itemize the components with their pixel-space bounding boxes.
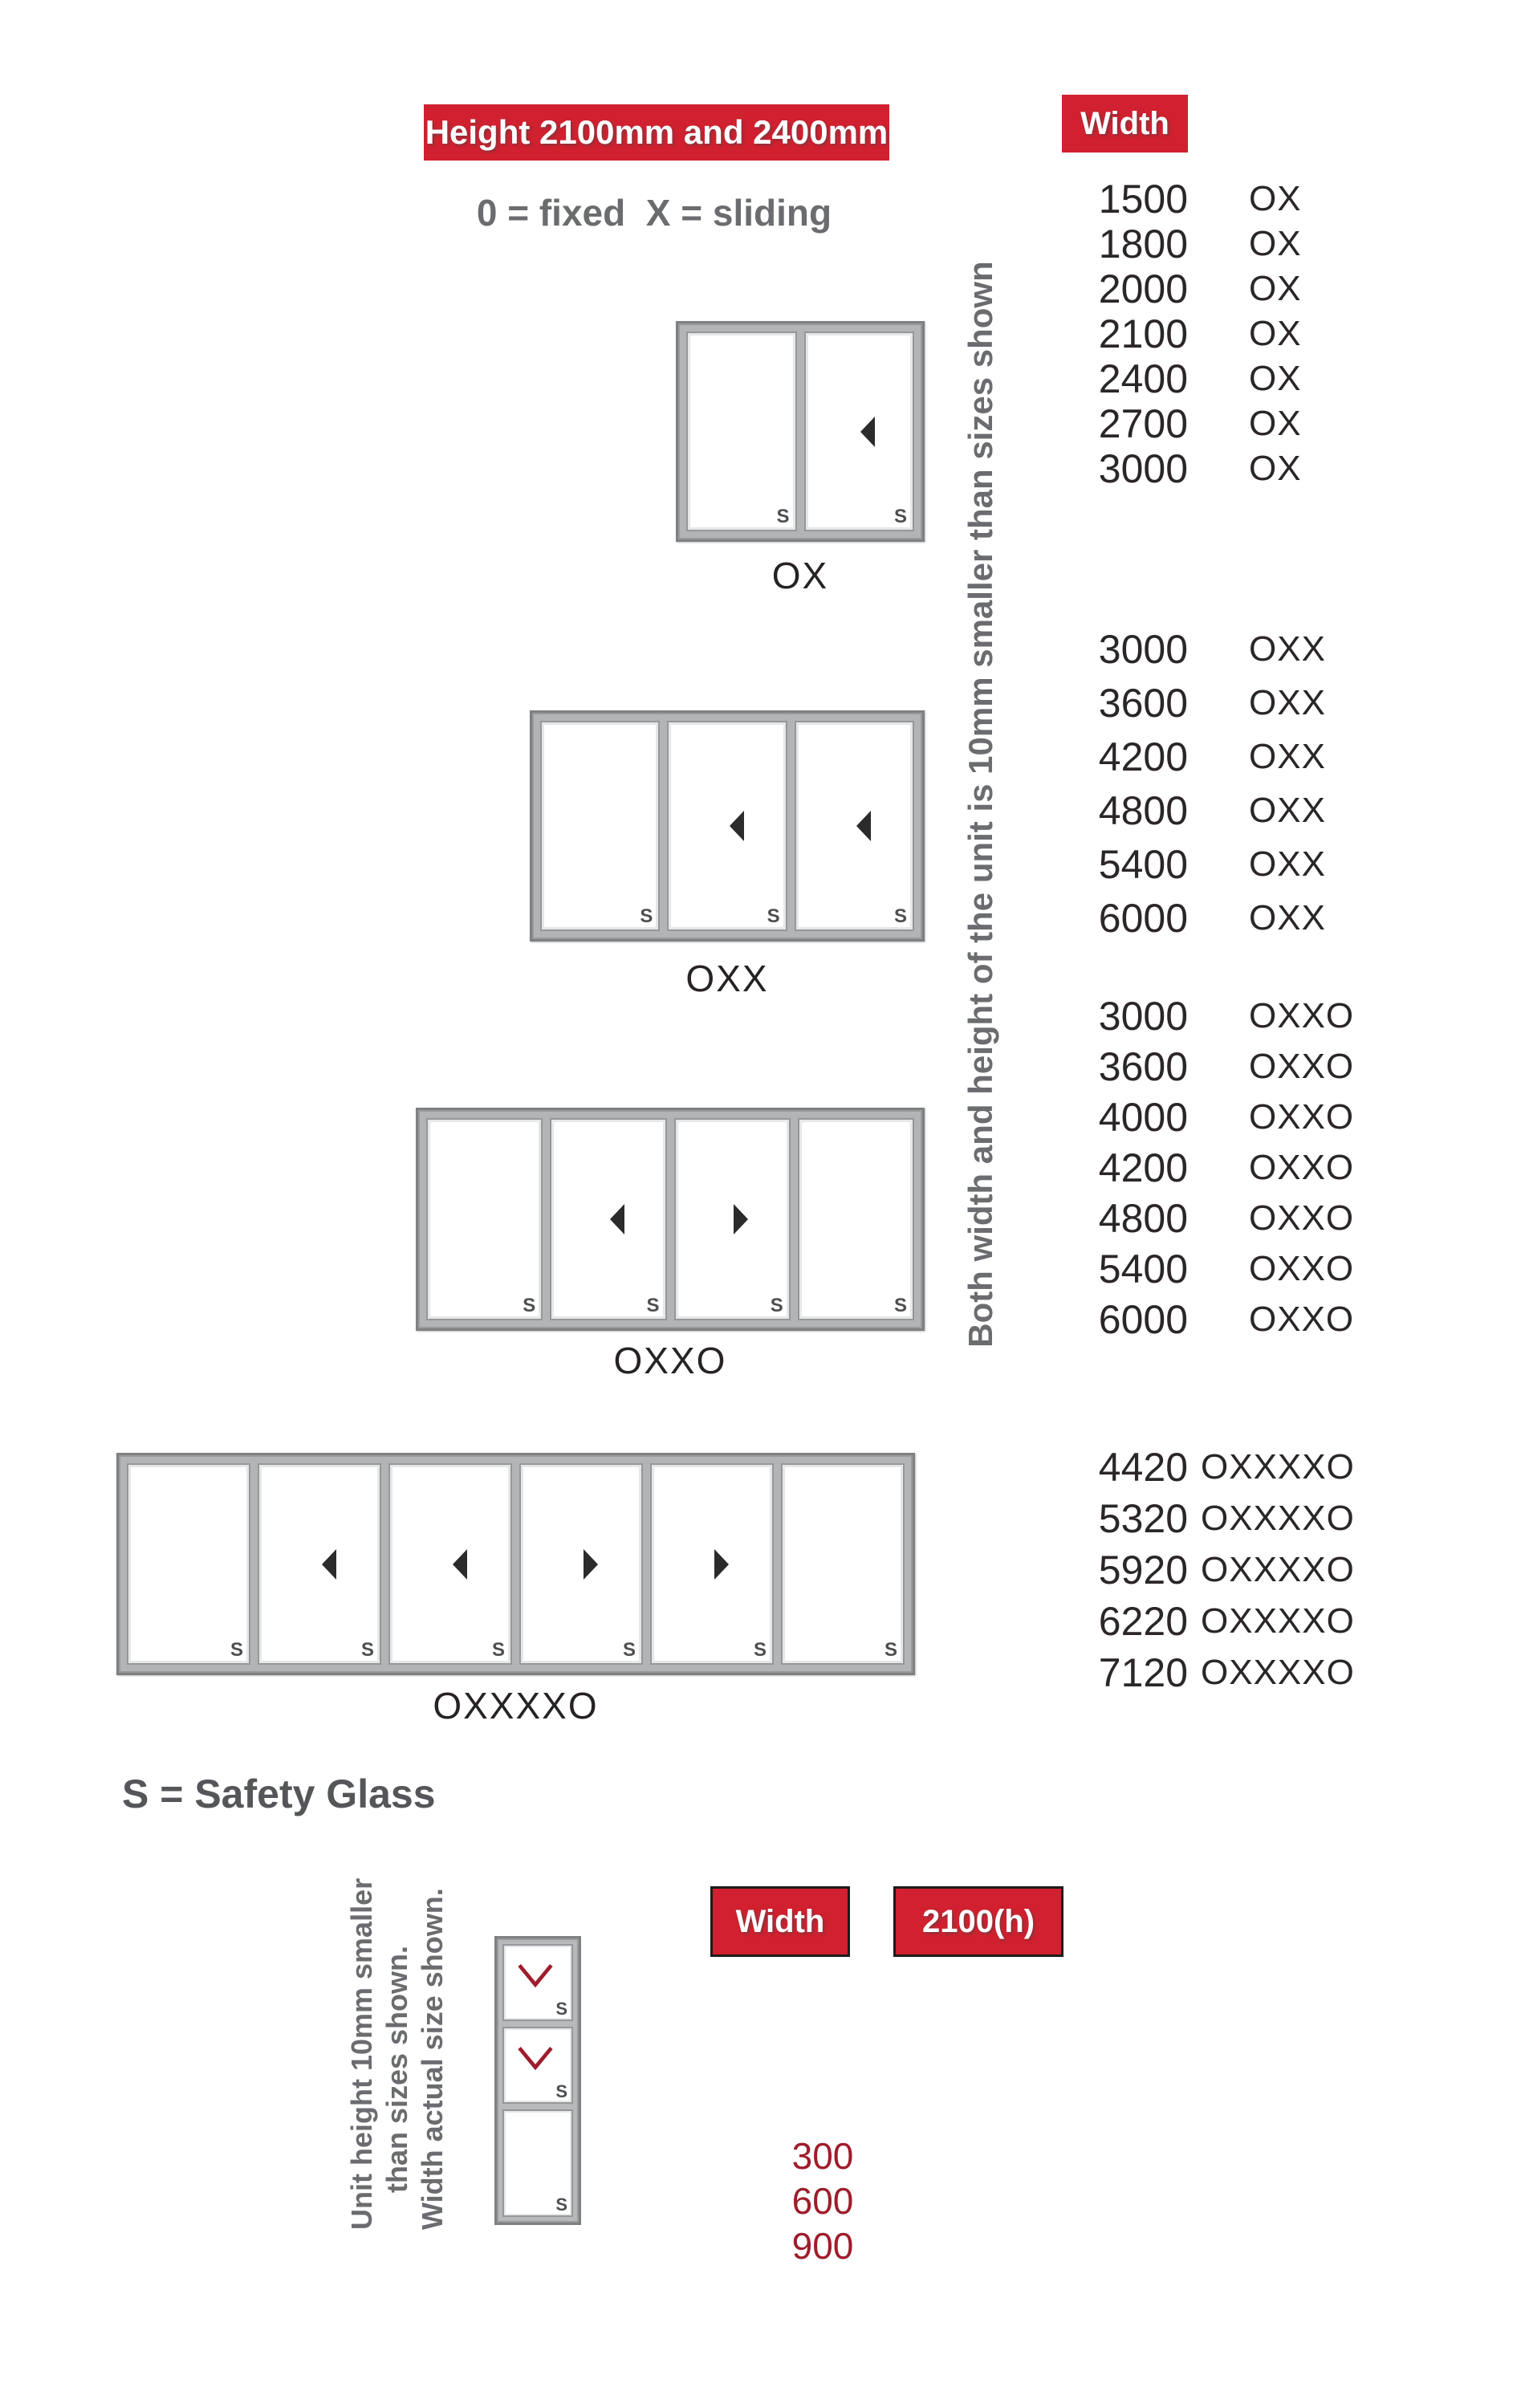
size-row bbox=[1076, 1493, 1355, 1544]
size-row bbox=[1076, 783, 1326, 837]
vent-chevron-icon bbox=[517, 1963, 554, 1988]
config-code: OXXO bbox=[1249, 1147, 1355, 1187]
safety-glass-mark: S bbox=[893, 1295, 907, 1316]
vent-panel bbox=[502, 2027, 573, 2104]
window-panel-slide-left bbox=[388, 1463, 512, 1665]
window-panel-slide-left bbox=[667, 721, 787, 931]
width-value: 1800 bbox=[1098, 222, 1188, 266]
diagram-label-ox: OX bbox=[771, 555, 829, 596]
window-panel-fixed bbox=[127, 1463, 250, 1665]
safety-glass-mark: S bbox=[753, 1639, 767, 1661]
bottom-note-line: Unit height 10mm smaller bbox=[345, 1877, 378, 2230]
config-code: OXX bbox=[1249, 844, 1326, 884]
window-panel-fixed bbox=[798, 1118, 914, 1320]
safety-glass-mark: S bbox=[230, 1639, 243, 1661]
config-code: OXXXXO bbox=[1201, 1499, 1355, 1538]
window-panel-slide-right bbox=[650, 1463, 774, 1665]
safety-glass-mark: S bbox=[523, 1295, 536, 1316]
size-row bbox=[1076, 990, 1354, 1041]
width-value: 5400 bbox=[1098, 841, 1188, 887]
bottom-note-line: Width actual size shown. bbox=[416, 1888, 449, 2230]
window-panel-slide-left bbox=[258, 1463, 381, 1665]
size-row bbox=[1076, 1092, 1354, 1142]
safety-glass-mark: S bbox=[555, 1999, 567, 2019]
size-row bbox=[1076, 311, 1302, 356]
safety-glass-mark: S bbox=[360, 1639, 374, 1661]
size-tolerance-note-vertical: Both width and height of the unit is 10mm smaller than sizes shown bbox=[962, 261, 999, 1348]
vent-width-value: 900 bbox=[791, 2225, 854, 2267]
width-value: 4800 bbox=[1098, 787, 1188, 833]
config-code: OXX bbox=[1249, 897, 1326, 938]
size-row bbox=[1076, 1294, 1354, 1344]
window-diagram-ox bbox=[676, 321, 925, 542]
window-panel-fixed bbox=[781, 1463, 905, 1665]
fixed-sliding-legend: 0 = fixed X = sliding bbox=[476, 192, 832, 234]
width-value: 4200 bbox=[1098, 1145, 1188, 1190]
slide-left-arrow-icon bbox=[453, 1549, 467, 1580]
vent-chevron-icon bbox=[517, 2045, 554, 2071]
safety-glass-mark: S bbox=[640, 905, 653, 927]
slide-left-arrow-icon bbox=[860, 417, 875, 447]
config-code: OXX bbox=[1249, 790, 1326, 830]
config-code: OX bbox=[1249, 359, 1302, 398]
width-value: 3000 bbox=[1098, 626, 1188, 672]
safety-glass-legend: S = Safety Glass bbox=[122, 1771, 436, 1816]
size-row bbox=[1076, 401, 1302, 446]
config-code: OXXO bbox=[1249, 1299, 1355, 1339]
config-code: OXX bbox=[1249, 682, 1326, 722]
width-value: 5920 bbox=[1098, 1548, 1188, 1592]
bottom-size-note-vertical bbox=[344, 1877, 450, 2230]
window-panel-slide-left bbox=[550, 1118, 666, 1320]
width-list-oxx bbox=[1076, 622, 1326, 945]
fixed-panel bbox=[502, 2109, 573, 2217]
width-value: 5320 bbox=[1098, 1496, 1188, 1541]
safety-glass-mark: S bbox=[893, 905, 907, 927]
vent-width-value: 600 bbox=[791, 2180, 854, 2222]
size-row bbox=[1076, 622, 1326, 676]
window-panel-fixed bbox=[426, 1118, 543, 1320]
width-value: 4800 bbox=[1098, 1195, 1188, 1241]
safety-glass-mark: S bbox=[776, 506, 790, 527]
config-code: OX bbox=[1249, 449, 1302, 488]
size-row bbox=[1076, 446, 1302, 491]
safety-glass-mark: S bbox=[770, 1295, 783, 1316]
size-row bbox=[1076, 1041, 1354, 1092]
size-row bbox=[1076, 1243, 1354, 1294]
width-value: 2400 bbox=[1098, 356, 1188, 401]
safety-glass-mark: S bbox=[491, 1639, 505, 1661]
width-list-oxxo bbox=[1076, 990, 1354, 1344]
config-code: OXX bbox=[1249, 628, 1326, 669]
config-code: OX bbox=[1249, 179, 1302, 218]
width-value: 4000 bbox=[1098, 1094, 1188, 1140]
config-code: OXXO bbox=[1249, 1046, 1355, 1086]
vent-width-list bbox=[771, 2133, 875, 2268]
size-row bbox=[1076, 891, 1326, 945]
width-value: 3000 bbox=[1098, 993, 1188, 1039]
size-row bbox=[1076, 730, 1326, 783]
size-row bbox=[1076, 676, 1326, 730]
size-row bbox=[1076, 1142, 1354, 1193]
width-value: 3000 bbox=[1098, 446, 1188, 491]
height-range-banner: Height 2100mm and 2400mm bbox=[424, 104, 889, 161]
width-list-oxxxxo bbox=[1076, 1442, 1355, 1698]
stacked-vent-window-diagram bbox=[494, 1936, 581, 2225]
window-panel-fixed bbox=[540, 721, 660, 931]
safety-glass-mark: S bbox=[646, 1295, 660, 1316]
config-code: OX bbox=[1249, 269, 1302, 308]
width-value: 5400 bbox=[1098, 1246, 1188, 1291]
config-code: OXXO bbox=[1249, 1096, 1355, 1137]
config-code: OXXO bbox=[1249, 1248, 1355, 1288]
width-value: 2000 bbox=[1098, 266, 1188, 311]
width-value: 4420 bbox=[1098, 1445, 1188, 1490]
slide-right-arrow-icon bbox=[734, 1204, 748, 1235]
size-row bbox=[1076, 1544, 1355, 1596]
config-code: OXXXXO bbox=[1201, 1653, 1355, 1692]
diagram-label-oxx: OXX bbox=[685, 958, 769, 999]
window-panel-slide-left bbox=[804, 332, 915, 531]
window-diagram-oxx bbox=[530, 710, 925, 942]
size-row bbox=[1076, 177, 1302, 222]
config-code: OXXXXO bbox=[1201, 1550, 1355, 1589]
width-value: 6220 bbox=[1098, 1599, 1188, 1644]
window-panel-fixed bbox=[686, 332, 797, 531]
window-panel-slide-left bbox=[795, 721, 914, 931]
width-value: 2700 bbox=[1098, 401, 1188, 446]
config-code: OX bbox=[1249, 224, 1302, 263]
slide-left-arrow-icon bbox=[856, 811, 871, 841]
size-row bbox=[1076, 1647, 1355, 1698]
config-code: OX bbox=[1249, 404, 1302, 443]
config-code: OXXXXO bbox=[1201, 1447, 1355, 1487]
config-code: OXXXXO bbox=[1201, 1601, 1355, 1641]
size-row bbox=[1076, 837, 1326, 891]
safety-glass-mark: S bbox=[555, 2194, 567, 2215]
diagram-label-oxxxxo: OXXXXO bbox=[433, 1685, 599, 1727]
width-value: 7120 bbox=[1098, 1650, 1188, 1695]
slide-left-arrow-icon bbox=[610, 1204, 624, 1235]
window-diagram-oxxxxo bbox=[116, 1453, 915, 1675]
config-code: OXXO bbox=[1249, 995, 1355, 1035]
safety-glass-mark: S bbox=[767, 905, 780, 927]
safety-glass-mark: S bbox=[622, 1639, 636, 1661]
bottom-width-header: Width bbox=[710, 1886, 850, 1957]
slide-left-arrow-icon bbox=[322, 1549, 336, 1580]
size-row bbox=[1076, 222, 1302, 266]
config-code: OXXO bbox=[1249, 1198, 1355, 1238]
safety-glass-mark: S bbox=[884, 1639, 897, 1661]
size-row bbox=[1076, 1596, 1355, 1647]
width-list-ox bbox=[1076, 177, 1302, 491]
size-row bbox=[1076, 266, 1302, 311]
size-row bbox=[1076, 1193, 1354, 1243]
size-row bbox=[1076, 1442, 1355, 1493]
config-code: OXX bbox=[1249, 736, 1326, 776]
slide-right-arrow-icon bbox=[714, 1549, 729, 1580]
width-value: 6000 bbox=[1098, 895, 1188, 941]
width-value: 4200 bbox=[1098, 734, 1188, 779]
width-value: 2100 bbox=[1098, 311, 1188, 356]
config-code: OX bbox=[1249, 314, 1302, 353]
diagram-label-oxxo: OXXO bbox=[613, 1340, 727, 1381]
width-value: 3600 bbox=[1098, 680, 1188, 726]
width-value: 1500 bbox=[1098, 177, 1188, 222]
safety-glass-mark: S bbox=[893, 506, 907, 527]
height-2100-banner: 2100(h) bbox=[893, 1886, 1063, 1957]
slide-right-arrow-icon bbox=[584, 1549, 598, 1580]
safety-glass-mark: S bbox=[555, 2081, 567, 2101]
window-panel-slide-right bbox=[674, 1118, 791, 1320]
width-value: 6000 bbox=[1098, 1296, 1188, 1342]
vent-panel bbox=[502, 1944, 573, 2021]
width-column-header: Width bbox=[1062, 95, 1188, 153]
bottom-note-line: than sizes shown. bbox=[380, 1945, 413, 2194]
width-value: 3600 bbox=[1098, 1043, 1188, 1089]
window-panel-slide-right bbox=[519, 1463, 643, 1665]
vent-width-value: 300 bbox=[791, 2135, 854, 2177]
slide-left-arrow-icon bbox=[730, 811, 744, 841]
size-row bbox=[1076, 356, 1302, 401]
window-diagram-oxxo bbox=[416, 1108, 925, 1331]
